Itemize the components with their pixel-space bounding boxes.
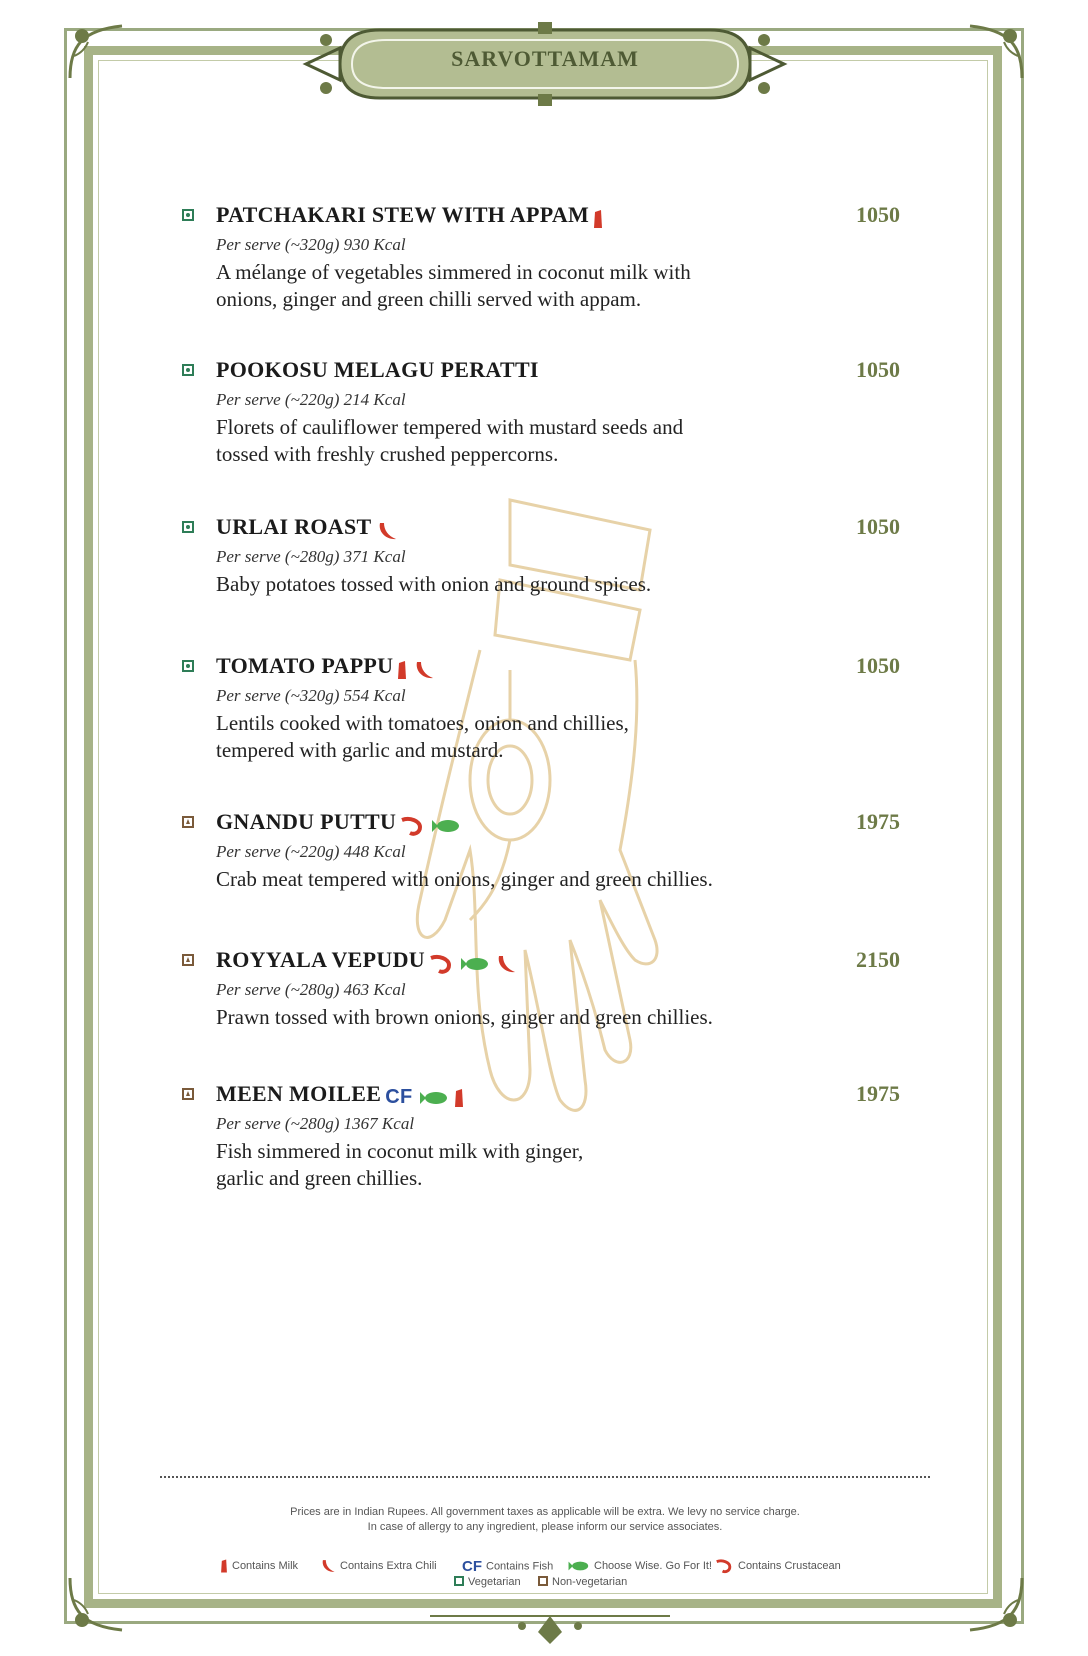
footer-note-prices: Prices are in Indian Rupees. All government taxes as applicable will be extra. We levy no service charge. [290, 1506, 800, 1518]
milk-icon [593, 208, 603, 230]
chili-icon [376, 520, 398, 542]
item-price: 1975 [856, 1081, 900, 1106]
vegetarian-icon [182, 521, 194, 533]
fish-icon [430, 815, 460, 837]
item-serving: Per serve (~220g) 214 Kcal [216, 390, 406, 409]
non-vegetarian-icon [182, 816, 194, 828]
item-price: 1050 [856, 357, 900, 382]
vegetarian-icon [454, 1576, 464, 1586]
milk-icon [397, 659, 407, 681]
contains-fish-cf-mark: CF [385, 1086, 413, 1109]
item-price: 1975 [856, 809, 900, 834]
non-vegetarian-icon [182, 1088, 194, 1100]
item-description: Lentils cooked with tomatoes, onion and chillies, tempered with garlic and mustard. [216, 711, 629, 762]
prawn-icon [429, 953, 453, 975]
footer-note-allergy: In case of allergy to any ingredient, please inform our service associates. [367, 1521, 723, 1533]
non-vegetarian-icon [538, 1576, 548, 1586]
item-description: Baby potatoes tossed with onion and ground spices. [216, 572, 652, 596]
item-name: POOKOSU MELAGU PERATTI [216, 357, 539, 382]
item-serving: Per serve (~280g) 371 Kcal [216, 547, 406, 566]
item-price: 1050 [856, 202, 900, 227]
item-name: ROYYALA VEPUDU [216, 947, 517, 975]
corner-ornament-top-right [960, 16, 1030, 86]
item-name: PATCHAKARI STEW WITH APPAM [216, 202, 603, 230]
item-description: Prawn tossed with brown onions, ginger and green chillies. [216, 1005, 713, 1029]
legend-crustacean: Contains Crustacean [714, 1558, 841, 1574]
corner-ornament-bottom-right [960, 1570, 1030, 1640]
corner-ornament-top-left [62, 16, 132, 86]
corner-ornament-bottom-left [62, 1570, 132, 1640]
milk-icon [454, 1087, 464, 1109]
item-price: 1050 [856, 653, 900, 678]
item-name: URLAI ROAST [216, 514, 398, 542]
bottom-ornament [430, 1610, 670, 1650]
legend-vegetarian: Vegetarian [454, 1576, 521, 1588]
item-serving: Per serve (~220g) 448 Kcal [216, 842, 406, 861]
chili-icon [495, 953, 517, 975]
footer-divider [160, 1476, 930, 1478]
legend-fish: CF Contains Fish [462, 1558, 554, 1575]
header-badge [300, 18, 790, 110]
chili-icon [320, 1558, 336, 1574]
page-title: SARVOTTAMAM [451, 46, 639, 71]
item-name: GNANDU PUTTU [216, 809, 460, 837]
legend-choose-wise: Choose Wise. Go For It! [566, 1558, 712, 1574]
item-price: 1050 [856, 514, 900, 539]
item-serving: Per serve (~280g) 463 Kcal [216, 980, 406, 999]
prawn-icon [400, 815, 424, 837]
item-description: Florets of cauliflower tempered with mustard seeds and tossed with freshly crushed peppercorns. [216, 415, 684, 466]
legend-chili: Contains Extra Chili [320, 1558, 437, 1574]
item-description: A mélange of vegetables simmered in coconut milk with onions, ginger and green chilli served with appam. [216, 260, 691, 311]
fish-icon [459, 953, 489, 975]
item-serving: Per serve (~320g) 554 Kcal [216, 686, 406, 705]
legend-milk: Contains Milk [220, 1558, 298, 1574]
item-description: Crab meat tempered with onions, ginger and green chillies. [216, 867, 713, 891]
vegetarian-icon [182, 209, 194, 221]
item-name: TOMATO PAPPU [216, 653, 435, 681]
chili-icon [413, 659, 435, 681]
item-name: MEEN MOILEE CF [216, 1081, 464, 1109]
non-vegetarian-icon [182, 954, 194, 966]
vegetarian-icon [182, 364, 194, 376]
prawn-icon [714, 1558, 734, 1574]
item-description: Fish simmered in coconut milk with ginger, garlic and green chillies. [216, 1139, 584, 1190]
item-serving: Per serve (~280g) 1367 Kcal [216, 1114, 415, 1133]
item-serving: Per serve (~320g) 930 Kcal [216, 235, 406, 254]
vegetarian-icon [182, 660, 194, 672]
item-price: 2150 [856, 947, 900, 972]
fish-icon [566, 1558, 590, 1574]
fish-icon [418, 1087, 448, 1109]
milk-icon [220, 1558, 228, 1574]
legend-non-vegetarian: Non-vegetarian [538, 1576, 627, 1588]
